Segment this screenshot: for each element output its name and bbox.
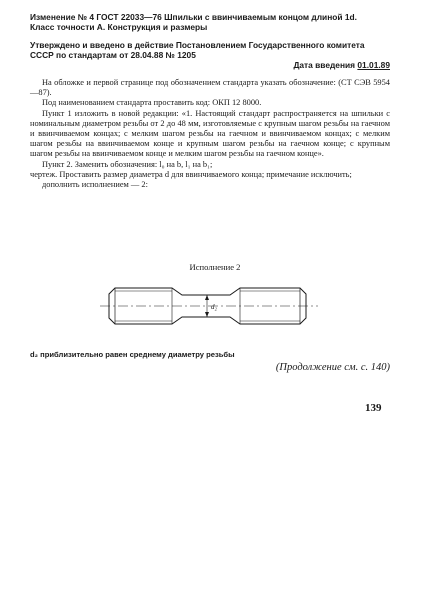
continuation-note: (Продолжение см. с. 140)	[275, 362, 390, 373]
paragraph-addition: дополнить исполнением — 2:	[42, 180, 148, 190]
approval-line-1: Утверждено и введено в действие Постановлением Государственного комитета	[30, 40, 365, 50]
paragraph-drawing: чертеж. Проставить размер диаметра d для ввинчиваемого конца; примечание исключить;	[30, 169, 352, 179]
date-value: 01.01.89	[357, 60, 390, 70]
title-line-2: Класс точности А. Конструкция и размеры	[30, 22, 208, 33]
effective-date	[30, 60, 390, 70]
date-label: Дата введения	[293, 60, 356, 70]
page-number: 139	[365, 402, 382, 414]
approval-statement	[30, 40, 390, 60]
amendment-title	[30, 12, 390, 32]
approval-line-2: СССР по стандартам от 28.04.88 № 1205	[30, 50, 196, 61]
paragraph-point2: Пункт 2. Заменить обозначения: l₀ на b, l₁ на b₁;	[42, 159, 213, 169]
figure-title: Исполнение 2	[189, 262, 241, 272]
paragraph-cover: На обложке и первой странице под обозначением стандарта указать обозначение: (СТ СЭВ 5954—87).	[30, 78, 390, 98]
figure-note: d₂ приблизительно равен среднему диаметру резьбы	[30, 350, 235, 359]
stud-drawing	[60, 276, 360, 346]
paragraph-point1: Пункт 1 изложить в новой редакции: «1. Настоящий стандарт распространяется на шпильки с номинальным диаметром резьбы от 2 до 48 мм, изготовляемые с крупным шагом резьбы на гаечном и ввинчиваемом концах; с мелким шагом резьбы на гаечном и ввинчиваемом концах; с мелким шагом резьбы на ввинчиваемом конце и крупным шагом резьбы на гаечном конце; с крупным шагом резьбы на ввинчиваемом конце и мелким шагом резьбы на гаечном конце».	[30, 108, 390, 159]
title-line-1: Изменение № 4 ГОСТ 22033—76 Шпильки с ввинчиваемым концом длиной 1d.	[30, 12, 357, 22]
paragraph-okp: Под наименованием стандарта проставить код: ОКП 12 8000.	[42, 98, 262, 108]
diameter-label: d₂	[211, 303, 217, 311]
body-text	[30, 78, 390, 190]
